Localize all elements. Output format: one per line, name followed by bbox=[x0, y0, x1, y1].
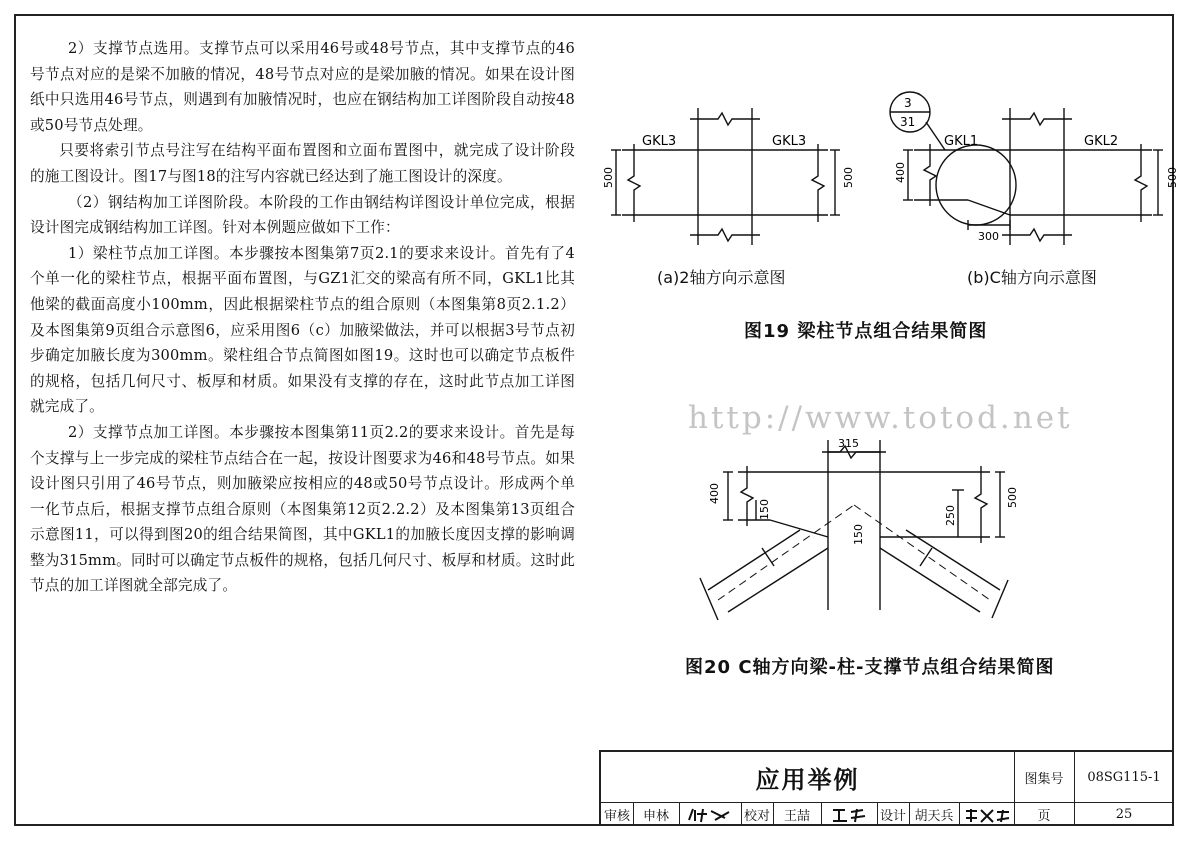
fig20-center-150-dim: 150 bbox=[852, 524, 865, 545]
fig19-title: 图19 梁柱节点组合结果简图 bbox=[744, 321, 988, 342]
fig20-title: 图20 C轴方向梁-柱-支撑节点组合结果简图 bbox=[685, 657, 1055, 678]
fig19a-left-beam-label: GKL3 bbox=[642, 134, 677, 149]
page-label: 页 bbox=[1037, 809, 1051, 824]
fig19b-right-beam-label: GKL2 bbox=[1084, 134, 1119, 149]
fig19b-caption: (b)C轴方向示意图 bbox=[967, 268, 1097, 287]
fig20-haunch-length-dim: 315 bbox=[838, 437, 859, 450]
design-label: 设计 bbox=[879, 809, 906, 824]
check-signature bbox=[821, 803, 877, 826]
fig19b-left-height-dim: 400 bbox=[894, 162, 907, 183]
fig19a-left-height-dim: 500 bbox=[602, 167, 615, 188]
watermark-url: http://www.totod.net bbox=[688, 400, 1073, 436]
fig19b-index-number: 3 bbox=[904, 96, 912, 110]
atlas-number: 08SG115-1 bbox=[1087, 769, 1161, 785]
paragraph-beam-column-detail: 1）梁柱节点加工详图。本步骤按本图集第7页2.1的要求来设计。首先有了4个单一化的梁柱节点，根据平面布置图，与GZ1汇交的梁高有所不同，GKL1比其他梁的截面高度小100mm，因此根据梁柱节点的组合原则（本图集第8页2.1.2）及本图集第9页组合示意图6，应采用图6（c）加腋梁做法，并可以根据3号节点初步确定加腋长度为300mm。梁柱组合节点简图如图19。这时也可以确定节点板件的规格，包括几何尺寸、板厚和材质。如果没有支撑的存在，这时此节点加工详图就完成了。 bbox=[30, 244, 575, 416]
design-signature bbox=[959, 803, 1014, 826]
review-label: 审核 bbox=[603, 809, 630, 824]
title-block bbox=[599, 750, 1174, 826]
fig19a-right-beam-label: GKL3 bbox=[772, 134, 807, 149]
fig20-left-150-dim: 150 bbox=[758, 499, 771, 520]
paragraph-detail-stage: （2）钢结构加工详图阶段。本阶段的工作由钢结构详图设计单位完成，根据设计图完成钢结构加工详图。针对本例题应做如下工作： bbox=[30, 193, 575, 237]
review-signature bbox=[679, 803, 741, 826]
design-name: 胡天兵 bbox=[914, 809, 954, 824]
fig19b-right-height-dim: 500 bbox=[1166, 167, 1179, 188]
check-name: 王喆 bbox=[783, 809, 810, 824]
atlas-number-label: 图集号 bbox=[1024, 771, 1064, 787]
fig19b-haunch-length-dim: 300 bbox=[978, 230, 999, 243]
check-label: 校对 bbox=[743, 809, 770, 824]
fig20-250-dim: 250 bbox=[944, 505, 957, 526]
paragraph-support-detail: 2）支撑节点加工详图。本步骤按本图集第11页2.2的要求来设计。首先是每个支撑与上一步完成的梁柱节点结合在一起，按设计图要求为46和48号节点。如果设计图只引用了46号节点，则加腋梁应按相应的48或50号节点设计。形成两个单一化节点后，根据支撑节点组合原则（本图集第12页2.2.2）及本图集第13页组合示意图11，可以得到图20的组合结果简图，其中GKL1的加腋长度因支撑的影响调整为315mm。同时可以确定节点板件的规格，包括几何尺寸、板厚和材质。这时此节点的加工详图就全部完成了。 bbox=[30, 423, 575, 595]
review-name: 申林 bbox=[642, 809, 669, 824]
fig19b-index-page: 31 bbox=[900, 115, 916, 129]
page-number: 25 bbox=[1115, 807, 1133, 822]
drawing-title: 应用举例 bbox=[755, 765, 860, 794]
fig19a-caption: (a)2轴方向示意图 bbox=[657, 268, 786, 287]
fig20-right-height-dim: 500 bbox=[1006, 487, 1019, 508]
body-text bbox=[30, 36, 575, 599]
fig19b-left-beam-label: GKL1 bbox=[944, 134, 979, 149]
paragraph-construction-drawing: 只要将索引节点号注写在结构平面布置图和立面布置图中，就完成了设计阶段的施工图设计。图17与图18的注写内容就已经达到了施工图设计的深度。 bbox=[30, 142, 575, 185]
fig20-left-height-dim: 400 bbox=[708, 483, 721, 504]
paragraph-support-node-selection: 2）支撑节点选用。支撑节点可以采用46号或48号节点，其中支撑节点的46号节点对应的是梁不加腋的情况，48号节点对应的是梁加腋的情况。如果在设计图纸中只选用46号节点，则遇到有加腋情况时，也应在钢结构加工详图阶段自动按48或50号节点处理。 bbox=[30, 40, 575, 134]
fig19a-right-height-dim: 500 bbox=[842, 167, 855, 188]
